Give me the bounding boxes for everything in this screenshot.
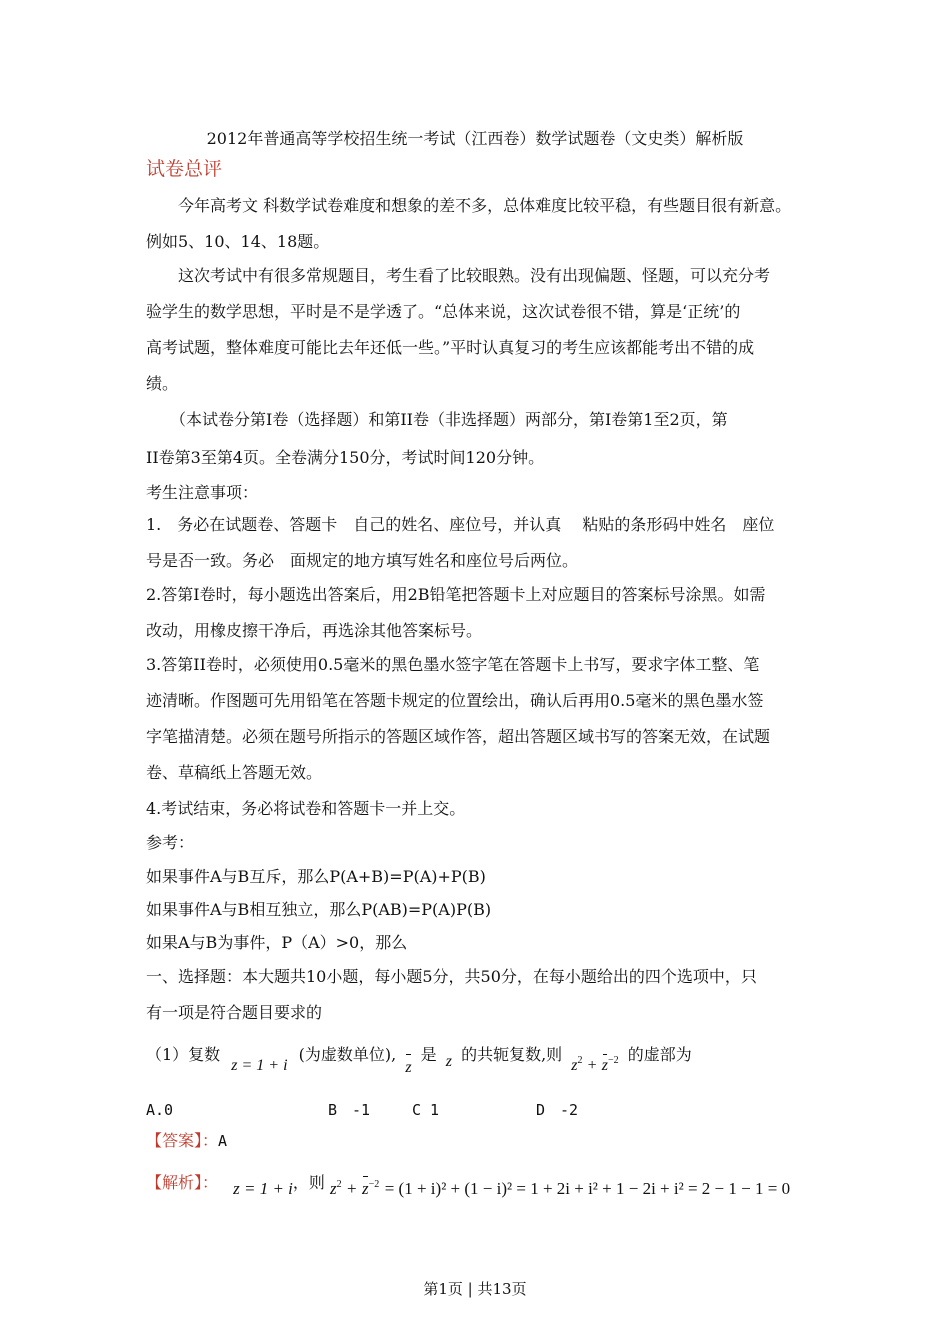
answer-line [146,1130,227,1152]
question-text: (为虚数单位), [298,1045,397,1064]
question-text: 是 [420,1045,437,1064]
notice-item: 改动，用橡皮擦干净后，再选涂其他答案标号。 [146,621,483,640]
reference-line: 如果A与B为事件，P（A）>0，那么 [146,933,408,952]
notice-item: 卷、草稿纸上答题无效。 [146,763,323,782]
analysis-text: ，则 [292,1173,325,1192]
reference-line: 如果事件A与B相互独立，那么P(AB)=P(A)P(B) [146,900,492,919]
paragraph-line: II卷第3至第4页。全卷满分150分，考试时间120分钟。 [146,448,545,467]
formula-z-conjugate: z [405,1057,411,1079]
reference-line: 如果事件A与B互斥，那么P(A+B)=P(A)+P(B) [146,867,486,886]
notice-item: 号是否一致。务必 面规定的地方填写姓名和座位号后两位。 [146,551,579,570]
question-text: 的共轭复数,则 [461,1045,563,1064]
paragraph-line: 高考试题，整体难度可能比去年还低一些。”平时认真复习的考生应该都能考出不错的成 [146,338,755,357]
page-title: 2012年普通高等学校招生统一考试（江西卷）数学试题卷（文史类）解析版 [206,129,744,148]
notice-item: 4.考试结束，务必将试卷和答题卡一并上交。 [146,799,466,818]
paragraph-line: （本试卷分第Ⅰ卷（选择题）和第II卷（非选择题）两部分，第Ⅰ卷第1至2页，第 [170,410,728,429]
paragraph-line: 例如5、10、14、18题。 [146,232,330,251]
question-1 [146,1040,692,1076]
notice-item: 字笔描清楚。必须在题号所指示的答题区域作答，超出答题区域书写的答案无效，在试题 [146,727,771,746]
question-prefix: （1）复数 [146,1045,221,1064]
paragraph-line: 这次考试中有很多常规题目，考生看了比较眼熟。没有出现偏题、怪题，可以充分考 [178,266,771,285]
part-heading: 有一项是符合题目要求的 [146,1003,323,1022]
option-b: B -1 [328,1101,371,1119]
notice-item: 迹清晰。作图题可先用铅笔在答题卡规定的位置绘出，确认后再用0.5毫米的黑色墨水签 [146,691,764,710]
formula-sum: $z^2$ + $z^{-2}$ [571,1055,619,1074]
analysis-line [146,1168,791,1198]
page-footer: 第1页 | 共13页 [423,1280,527,1298]
option-a: A.0 [146,1101,174,1119]
option-c: C 1 [412,1101,440,1119]
question-text: 的虚部为 [627,1045,692,1064]
notice-item: 1. 务必在试题卷、答题卡 自己的姓名、座位号，并认真 粘贴的条形码中姓名 座位 [146,515,775,534]
notice-item: 2.答第Ⅰ卷时，每小题选出答案后，用2B铅笔把答题卡上对应题目的答案标号涂黑。如需 [146,585,766,604]
notice-heading: 考生注意事项： [146,483,259,502]
formula-z: z = 1 + i [231,1057,288,1074]
notice-item: 3.答第II卷时，必须使用0.5毫米的黑色墨水签字笔在答题卡上书写，要求字体工整、笔 [146,655,760,674]
answer-value: A [218,1132,228,1150]
formula-z: z = 1 + i [233,1179,293,1198]
option-d: D -2 [536,1101,579,1119]
reference-heading: 参考： [146,833,195,852]
paragraph-line: 今年高考文 科数学试卷难度和想象的差不多，总体难度比较平稳，有些题目很有新意。 [178,196,792,215]
paragraph-line: 验学生的数学思想，平时是不是学透了。“总体来说，这次试卷很不错，算是‘正统’的 [146,302,741,321]
analysis-label: 【解析】： [146,1173,219,1192]
section-heading: 试卷总评 [146,158,223,180]
formula-expansion: $z^2$ + $z^{-2} = (1 + i)^2 + (1 - i)^2 = 1 + 2i + i^2 + 1 - 2i + i^2 = 2 - 1 - 1 = 0$ [330,1174,790,1200]
answer-label: 【答案】： [146,1131,219,1150]
formula-z-var: z [445,1053,452,1070]
part-heading: 一、选择题：本大题共10小题，每小题5分，共50分，在每小题给出的四个选项中，只 [146,967,757,986]
paragraph-line: 绩。 [146,374,179,393]
